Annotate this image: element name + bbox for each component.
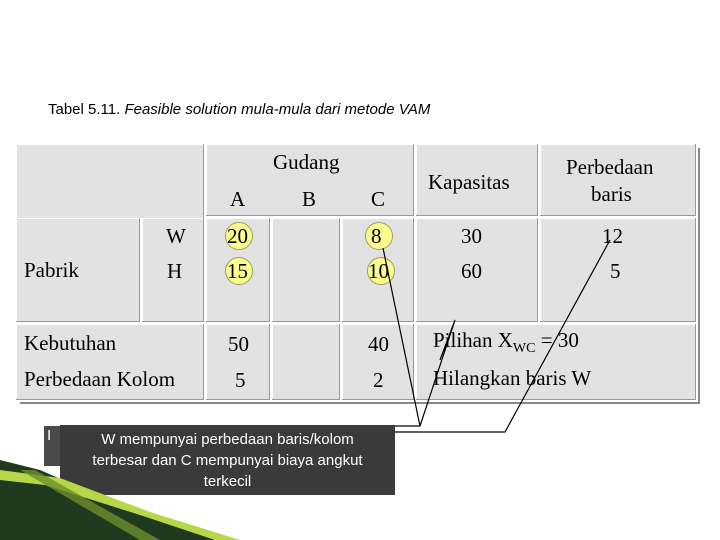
callout-line-2: terbesar dan C mempunyai biaya angkut (92, 452, 363, 469)
connector-to-w-c (395, 320, 455, 426)
perbedaan-kolom-a: 5 (235, 368, 246, 392)
kapasitas-label: Kapasitas (428, 170, 510, 194)
perbedaan-baris-label-2: baris (591, 182, 632, 206)
cell-w-c: 8 (371, 224, 382, 248)
cell-w-a: 20 (227, 224, 248, 248)
callout-line-3: terkecil (203, 473, 252, 490)
pilihan-prefix: Pilihan X (433, 328, 513, 352)
kebutuhan-label: Kebutuhan (24, 331, 117, 355)
kebutuhan-a: 50 (228, 332, 249, 356)
cell-h-a: 15 (227, 259, 248, 283)
perbedaan-kolom-label: Perbedaan Kolom (24, 367, 176, 391)
col-c-label: C (371, 187, 386, 211)
perbedaan-kolom-c: 2 (373, 368, 384, 392)
col-a-label: A (230, 187, 246, 211)
kebutuhan-c: 40 (368, 332, 389, 356)
row-w-label: W (166, 224, 186, 248)
accent-swoosh (0, 460, 240, 540)
connector-to-w-c-cell (383, 248, 420, 426)
cell-h-c: 10 (368, 259, 389, 283)
cell-h-kapasitas: 60 (461, 259, 482, 283)
callout-line-1: W mempunyai perbedaan baris/kolom (101, 431, 354, 448)
caption-label: Tabel 5.11. (48, 101, 121, 118)
caption-title: Feasible solution mula-mula dari metode VAM (124, 101, 431, 118)
callout-hidden-letter: I (47, 427, 52, 444)
row-h-label: H (167, 259, 183, 283)
cell-w-kapasitas: 30 (461, 224, 482, 248)
cell-h-perbedaan: 5 (610, 259, 621, 283)
pilihan-subscript: WC (512, 341, 536, 357)
gudang-label: Gudang (273, 150, 340, 174)
hilangkan-text: Hilangkan baris W (433, 366, 592, 390)
perbedaan-baris-label-1: Perbedaan (566, 155, 654, 179)
connector-lines (383, 240, 610, 432)
cell-w-perbedaan: 12 (602, 224, 623, 248)
col-b-label: B (302, 187, 317, 211)
pabrik-label: Pabrik (24, 258, 79, 282)
pilihan-suffix: = 30 (535, 328, 579, 352)
